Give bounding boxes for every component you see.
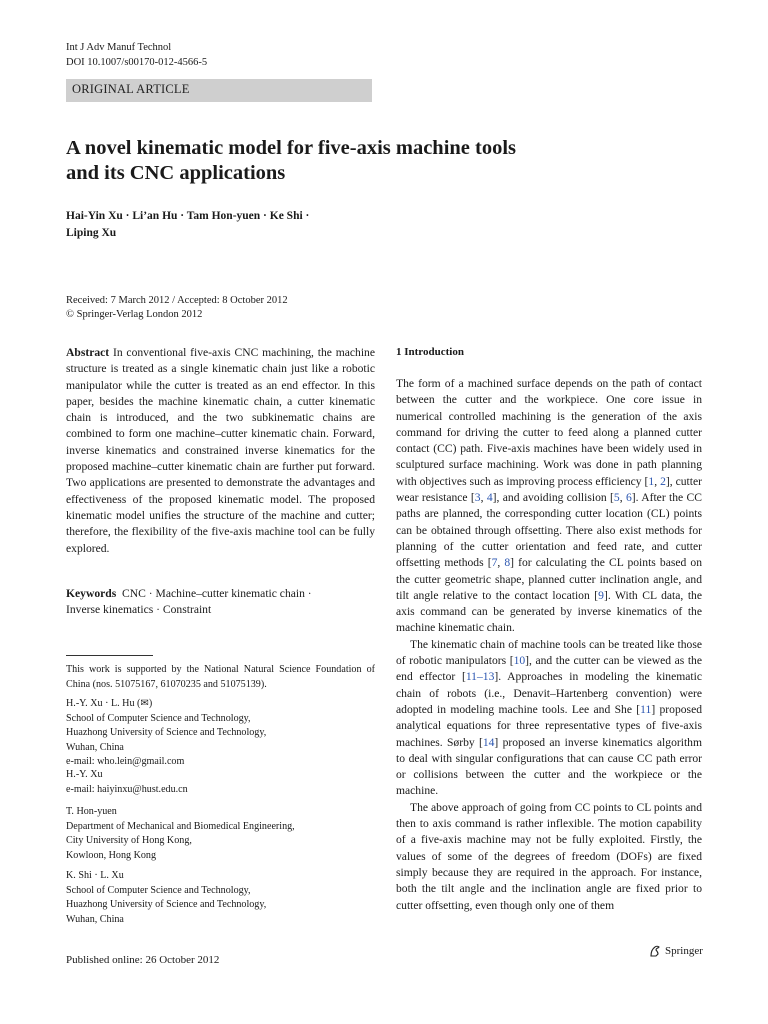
received-date: Received: 7 March 2012 / Accepted: 8 October 2012: [66, 295, 288, 306]
journal-name: Int J Adv Manuf Technol: [66, 42, 172, 53]
email-link[interactable]: e-mail: who.lein@gmail.com: [66, 756, 185, 768]
abstract: [66, 345, 375, 557]
abstract-label: Abstract: [66, 346, 110, 359]
keywords: Keywords CNC · Machine–cutter kinematic chain · Inverse kinematics · Constraint: [66, 587, 312, 617]
funding-note: This work is supported by the National Natural Science Foundation of China (nos. 51075167, 61070235 and 51075139).: [66, 664, 375, 690]
email-link[interactable]: e-mail: haiyinxu@hust.edu.cn: [66, 783, 188, 795]
doi: DOI 10.1007/s00170-012-4566-5: [66, 57, 208, 68]
journal-header: [66, 40, 207, 70]
citation-link[interactable]: 11–13: [465, 670, 495, 684]
introduction-body: [396, 376, 702, 914]
citation-link[interactable]: 9: [598, 588, 604, 602]
affiliation-2: H.-Y. Xu e-mail: haiyinxu@hust.edu.cn: [66, 768, 375, 797]
copyright: © Springer-Verlag London 2012: [66, 309, 203, 320]
citation-link[interactable]: 10: [513, 654, 526, 668]
citation-link[interactable]: 11: [640, 702, 652, 716]
springer-horse-icon: [648, 944, 662, 958]
citation-link[interactable]: 7: [491, 556, 498, 570]
footnote-rule: [66, 655, 153, 656]
section-heading: 1 Introduction: [396, 346, 464, 358]
citation-link[interactable]: 6: [625, 491, 632, 505]
citation-link[interactable]: 1: [648, 474, 655, 488]
publisher-logo: [648, 944, 703, 958]
publisher-name: Springer: [665, 945, 703, 957]
paragraph: The form of a machined surface depends on the path of contact between the cutter and the workpiece. One core issue in numerical controlled machining is the generation of the axis command for driving the cutter to feed along a planned cutter contact (CC) path. Five-axis machines have been widely used in sculptured surface machining. Work was done in path planning with objectives such as improving process efficiency [1, 2], cutter wear resistance [3, 4], and avoiding collision [5, 6]. After the CC paths are planned, the corresponding cutter location (CL) points can be obtained through offsetting. There also exist methods for planning of the cutter orientation and feed rate, and cutter offsetting methods [7, 8] for calculating the CL points based on the cutter geometric shape, planned cutter inclination angle, and tilt angle relative to the contact location [9]. With CL data, the axis command can be generated by inverse kinematics of the machine kinematic chain.: [396, 377, 703, 635]
published-date: Published online: 26 October 2012: [66, 954, 220, 966]
paragraph: The kinematic chain of machine tools can be treated like those of robotic manipulators [10], and the cutter can be viewed as the end effector [11–13]. Approaches in modeling the kinematic chain of robots (i.e., Denavit–Hartenberg convention) were adopted in modeling machine tools. Lee and She [11] proposed analytical equations for three representative types of five-axis machines. Sørby [14] proposed an inverse kinematics algorithm to deal with singular configurations that can cause CC path error or collisions between the cutter and the workpiece or the machine.: [396, 637, 703, 798]
affiliation-1: H.-Y. Xu · L. Hu (✉) School of Computer Science and Technology, Huazhong University of Science and Technology, Wuhan, China e-mail: who.lein@gmail.com: [66, 697, 375, 770]
citation-link[interactable]: 8: [504, 556, 511, 570]
affiliation-4: K. Shi · L. Xu School of Computer Science and Technology, Huazhong University of Science and Technology, Wuhan, China: [66, 870, 267, 925]
article-type-bar: [66, 79, 372, 102]
paragraph: The above approach of going from CC points to CL points and then to axis command is rather inflexible. The motion capability of a five-axis machine may not be fully exploited. Firstly, the values of some of the degrees of freedom (DOFs) are fixed simply because they are required in the approach. For instance, both the tilt angle and the inclination angle are fixed prior to cutter offsetting, even though only one of them: [396, 800, 702, 912]
abstract-text: In conventional five-axis CNC machining, the machine structure is treated as a single kinematic chain just like a robotic manipulator while the cutter is treated as an end effector. In this paper, besides the machine kinematic chain, a cutter kinematic chain is introduced, and the two subkinematic chains are combined to form one machine–cutter kinematic chain. Forward, inverse kinematics and constrained inverse kinematics for the proposed machine–cutter kinematic chain are further put forward. Two applications are presented to demonstrate the advantages and effectiveness of the proposed kinematic model. The proposed kinematic model unifies the structure of the machine and cutter; therefore, the flexibility of the five-axis machine tool can be fully explored.: [66, 346, 375, 555]
affiliation-3: T. Hon-yuen Department of Mechanical and Biomedical Engineering, City University of Hong Kong, Kowloon, Hong Kong: [66, 806, 295, 861]
author-list: Hai-Yin Xu · Li’an Hu · Tam Hon-yuen · Ke Shi · Liping Xu: [66, 210, 310, 239]
citation-link[interactable]: 14: [482, 735, 495, 749]
citation-link[interactable]: 5: [613, 491, 620, 505]
article-type: ORIGINAL ARTICLE: [72, 82, 190, 96]
citation-link[interactable]: 3: [474, 491, 481, 505]
citation-link[interactable]: 2: [660, 474, 666, 488]
dates-block: [66, 294, 288, 322]
keywords-label: Keywords: [66, 587, 117, 600]
citation-link[interactable]: 4: [486, 491, 493, 505]
paper-title: A novel kinematic model for five-axis machine tools and its CNC applications: [66, 137, 517, 184]
